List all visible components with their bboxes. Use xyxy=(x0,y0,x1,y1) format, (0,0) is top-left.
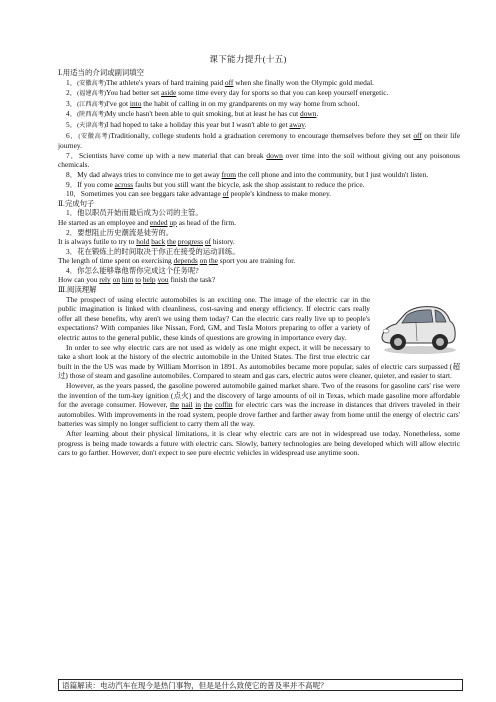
underlined-phrase: the xyxy=(170,400,180,410)
fill-blank-item xyxy=(58,120,460,131)
answer-blank: hold xyxy=(136,237,150,247)
electric-car-image xyxy=(376,297,460,357)
item-text: I've got xyxy=(105,98,130,108)
sentence-text: as head of the firm. xyxy=(176,217,236,227)
answer-blank: from xyxy=(221,169,236,179)
section-1-list xyxy=(58,78,460,199)
item-text: the habit of calling in on my grandparents on my way home from school. xyxy=(141,98,360,108)
answer-blank: up xyxy=(169,217,177,227)
item-text: some time every day for sports so that you can keep yourself energetic. xyxy=(176,88,389,98)
paragraph-text: for electric cars was the increase in distances that drivers traveled in their automobiles. With improvements in the road system, people drove farther and farther away from home until the energy of electric cars' batteries was simply no longer sufficient to carry them all the way. xyxy=(58,400,460,429)
english-sentence xyxy=(58,237,460,247)
item-text: on their life journey. xyxy=(58,130,460,151)
item-number: 1． xyxy=(66,77,78,87)
answer-blank: across xyxy=(114,179,134,189)
exam-source-tag: (安徽高考) xyxy=(77,79,106,87)
chinese-sentence: 4．你怎么能够靠他帮你完成这个任务呢? xyxy=(66,265,199,275)
answer-blank: away xyxy=(289,119,305,129)
section-1-heading: Ⅰ.用适当的介词或副词填空 xyxy=(58,68,145,77)
item-text: If you come xyxy=(77,179,115,189)
english-sentence xyxy=(58,275,460,285)
item-text: over time into the soil without giving out any poisonous chemicals. xyxy=(58,150,460,170)
sentence-text: He started as an employee and xyxy=(58,217,150,227)
answer-blank: off xyxy=(413,130,422,140)
document-body xyxy=(58,68,460,458)
answer-blank: off xyxy=(224,77,234,87)
section-3-heading: Ⅲ.阅读理解 xyxy=(58,285,97,295)
answer-blank: to xyxy=(135,275,141,285)
item-number: 10． xyxy=(66,189,81,199)
exam-source-tag: (陕西高考) xyxy=(77,111,106,119)
answer-blank: rely xyxy=(99,275,111,285)
passage-paragraph: After learning about their physical limitations, it is clear why electric cars are not in widespread use today. Nonetheless, some progress is being made towards a future with electric cars. Slowly, battery technologies are being developed which will allow electric cars to go farther. However, don't expect to see pure electric vehicles in widespread use anytime soon. xyxy=(58,428,460,458)
item-number: 8． xyxy=(66,169,78,179)
passage-paragraph xyxy=(58,381,460,429)
passage-summary-box: 语篇解读：电动汽车在现今是热门事物，但是是什么致使它的普及率并不高呢？ xyxy=(58,679,463,691)
answer-blank: down xyxy=(300,109,317,119)
section-2-heading: Ⅱ.完成句子 xyxy=(58,198,95,208)
item-text: The athlete's years of hard training paid xyxy=(105,77,225,87)
page-title: 课下能力提升(十五) xyxy=(209,54,287,64)
fill-blank-item xyxy=(58,151,460,170)
answer-blank: on xyxy=(199,256,208,266)
item-text: . xyxy=(316,109,319,119)
underlined-phrase: the xyxy=(203,400,213,410)
item-text: My uncle hasn't been able to quit smoking, but at least he has cut xyxy=(105,109,301,119)
item-text: I had hoped to take a holiday this year but I wasn't able to get xyxy=(105,119,290,129)
section-2-list xyxy=(58,208,460,285)
item-number: 9． xyxy=(66,179,78,189)
fill-blank-item xyxy=(58,78,460,89)
item-number: 3． xyxy=(66,98,78,108)
fill-blank-item xyxy=(58,170,460,180)
answer-blank: ended xyxy=(149,217,168,227)
answer-blank: aside xyxy=(161,88,177,98)
item-text: the cell phone and into the community, but I just wouldn't listen. xyxy=(235,169,429,179)
sentence-text: How can you xyxy=(58,275,100,285)
paragraph-text: However, as the years passed, the gasoline powered automobile gained market share. Two of the reasons for gasoline cars' rise were the invention of the turn-key ignition (点火) and the discovery of large amounts of oil in Texas, which made gasoline more affordable for the average consumer. However, xyxy=(58,381,460,410)
item-text: Scientists have come up with a new material that can break xyxy=(79,150,267,160)
answer-blank: the xyxy=(167,237,177,247)
item-text: My dad always tries to convince me to get away xyxy=(77,169,222,179)
exam-source-tag: (安徽高考) xyxy=(78,132,111,140)
underlined-phrase: nail xyxy=(181,400,193,410)
fill-blank-item xyxy=(58,88,460,99)
item-number: 4． xyxy=(66,109,78,119)
answer-blank: into xyxy=(129,98,142,108)
item-text: You had better set xyxy=(105,88,162,98)
item-number: 5． xyxy=(66,119,78,129)
answer-blank: the xyxy=(208,256,218,266)
item-text: people's kindness to make money. xyxy=(228,189,332,199)
answer-blank: of xyxy=(222,189,229,199)
item-number: 6． xyxy=(66,130,79,140)
item-text: when she finally won the Olympic gold medal. xyxy=(233,77,374,87)
chinese-sentence: 3．花在锻炼上的时间取决于你正在接受的运动训练。 xyxy=(66,246,240,256)
fill-blank-item xyxy=(58,180,460,190)
sentence-text: The length of time spent on exercising xyxy=(58,256,174,266)
item-text: Traditionally, college students hold a graduation ceremony to encourage themselves before they set xyxy=(110,130,414,140)
reading-passage xyxy=(58,295,460,458)
answer-blank: down xyxy=(266,150,283,160)
item-text: . xyxy=(304,119,307,129)
sentence-text: history. xyxy=(211,237,235,247)
english-sentence xyxy=(58,256,460,266)
fill-blank-item xyxy=(58,99,460,110)
passage-paragraph: The prospect of using electric automobiles is an exciting one. The image of the electric car in the public imagination is linked with cleanliness, cost-saving and energy efficiency. If electric cars really offer all these benefits, why aren't we using them today? Can the electric cars really live up to people's expectations? With companies like Nissan, Ford, GM, and Tesla Motors preparing to offer a variety of electric autos to the general public, these kinds of questions are growing in importance every day. xyxy=(58,294,370,343)
exam-source-tag: (江西高考) xyxy=(77,100,106,108)
item-text: faults but you still want the bicycle, ask the shop assistant to reduce the price. xyxy=(133,179,365,189)
item-number: 2． xyxy=(66,88,78,98)
fill-blank-item xyxy=(58,131,460,151)
sentence-text: sport you are training for. xyxy=(217,256,296,266)
answer-blank: help xyxy=(142,275,156,285)
fill-blank-item xyxy=(58,109,460,120)
sentence-text: It is always futile to try to xyxy=(58,237,137,247)
answer-blank: on xyxy=(112,275,121,285)
underlined-phrase: coffin xyxy=(215,400,233,410)
passage-paragraph: In order to see why electric cars are not used as widely as one might expect, it will be necessary to take a short look at the history of the electric automobile in the United States. The first true electric car built in the the US was made by William Morrison in 1891. As automobiles became more popular, sales of electric cars surpassed (超过) those of steam and gasoline automobiles. Compared to steam and gas cars, electric autos were cleaner, quieter, and easier to start. xyxy=(58,342,460,381)
answer-blank: depends xyxy=(173,256,198,266)
item-number: 7． xyxy=(66,150,80,160)
sentence-text: finish the task? xyxy=(168,275,216,285)
chinese-sentence: 1．他以职员开始而最后成为公司的主管。 xyxy=(66,208,203,218)
exam-source-tag: (福建高考) xyxy=(77,90,106,98)
chinese-sentence: 2．要想阻止历史潮流是徒劳的。 xyxy=(66,227,174,237)
answer-blank: of xyxy=(204,237,211,247)
answer-blank: him xyxy=(121,275,134,285)
answer-blank: you xyxy=(157,275,169,285)
exam-source-tag: (天津高考) xyxy=(77,121,106,129)
item-text: Sometimes you can see beggars take advantage xyxy=(80,189,223,199)
underlined-phrase: in xyxy=(195,400,201,410)
english-sentence xyxy=(58,218,460,228)
answer-blank: back xyxy=(151,237,166,247)
answer-blank: progress xyxy=(177,237,203,247)
fill-blank-item xyxy=(58,189,460,199)
